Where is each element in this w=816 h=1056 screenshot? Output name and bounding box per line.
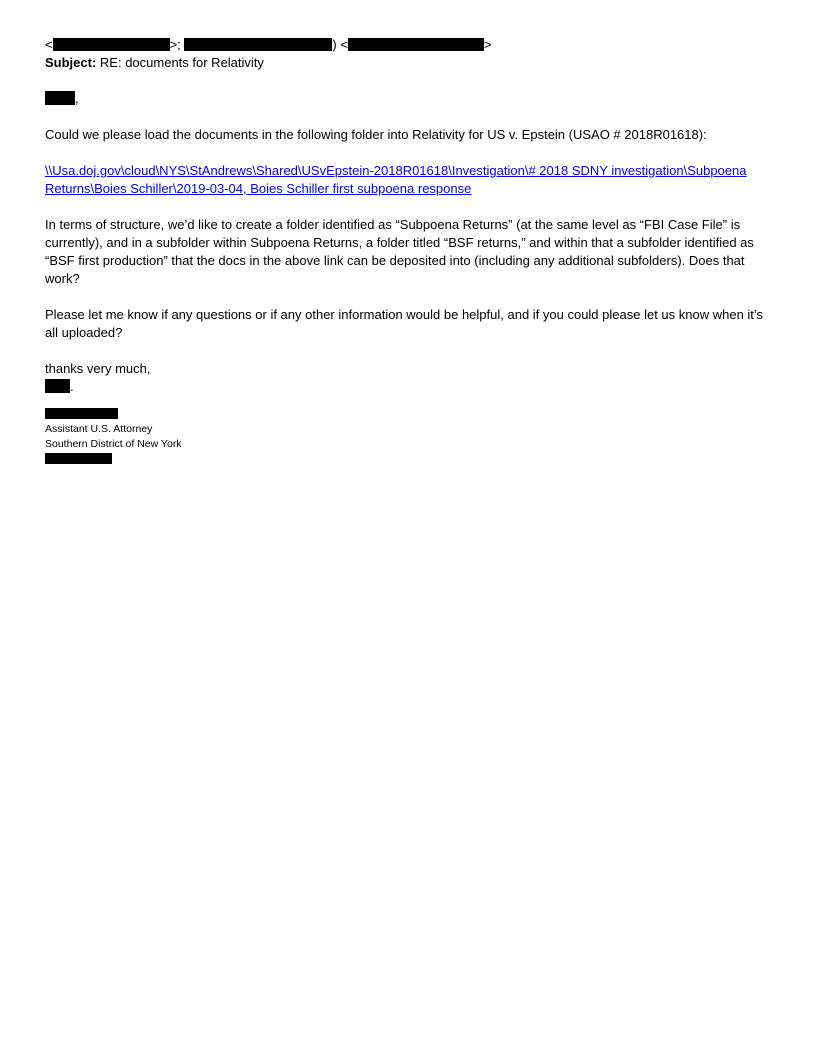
folder-path-paragraph xyxy=(45,162,773,198)
signature-office: Southern District of New York xyxy=(45,438,182,450)
closing: thanks very much, xyxy=(45,361,151,376)
signature-title: Assistant U.S. Attorney xyxy=(45,423,153,435)
redaction-block xyxy=(45,453,112,464)
spacer xyxy=(45,198,773,216)
subject-value: RE: documents for Relativity xyxy=(96,55,264,70)
redaction-block xyxy=(348,38,484,51)
redaction-block xyxy=(184,38,332,51)
email-body xyxy=(45,36,773,464)
spacer xyxy=(45,144,773,162)
recipient-separator: ) < xyxy=(332,37,348,52)
salutation xyxy=(45,90,773,108)
spacer xyxy=(45,108,773,126)
redaction-block xyxy=(53,38,170,51)
redaction-block xyxy=(45,379,70,393)
redaction-block xyxy=(45,91,75,105)
angle-close: > xyxy=(483,37,492,52)
signoff xyxy=(45,378,773,396)
spacer xyxy=(45,342,773,360)
paragraph-request: Could we please load the documents in the following folder into Relativity for US v. Epstein (USAO # 2018R01618): xyxy=(45,127,707,142)
signature-block xyxy=(45,408,773,464)
recipients-line xyxy=(45,36,773,54)
angle-open: < xyxy=(45,37,53,52)
paragraph-followup: Please let me know if any questions or if any other information would be helpful, and if you could please let us know when it’s all uploaded? xyxy=(45,307,764,340)
recipient-separator: >; xyxy=(169,37,185,52)
folder-path-link[interactable]: \\Usa.doj.gov\cloud\NYS\StAndrews\Shared\USvEpstein-2018R01618\Investigation\# 2018 SDNY investigation\Subpoena Returns\Boies Schiller\2019-03-04, Boies Schiller first subpoena response xyxy=(45,163,747,196)
subject-label: Subject: xyxy=(45,55,97,70)
subject-line xyxy=(45,54,773,72)
spacer xyxy=(45,72,773,90)
paragraph-structure: In terms of structure, we’d like to create a folder identified as “Subpoena Returns” (at the same level as “FBI Case File” is currently), and in a subfolder within Subpoena Returns, a folder titled “BSF returns,” and within that a subfolder identified as “BSF first production” that the docs in the above link can be deposited into (including any additional subfolders). Does that work? xyxy=(45,217,754,286)
spacer xyxy=(45,288,773,306)
redaction-block xyxy=(45,408,118,419)
salutation-comma: , xyxy=(75,91,79,106)
signoff-period: . xyxy=(70,379,74,394)
